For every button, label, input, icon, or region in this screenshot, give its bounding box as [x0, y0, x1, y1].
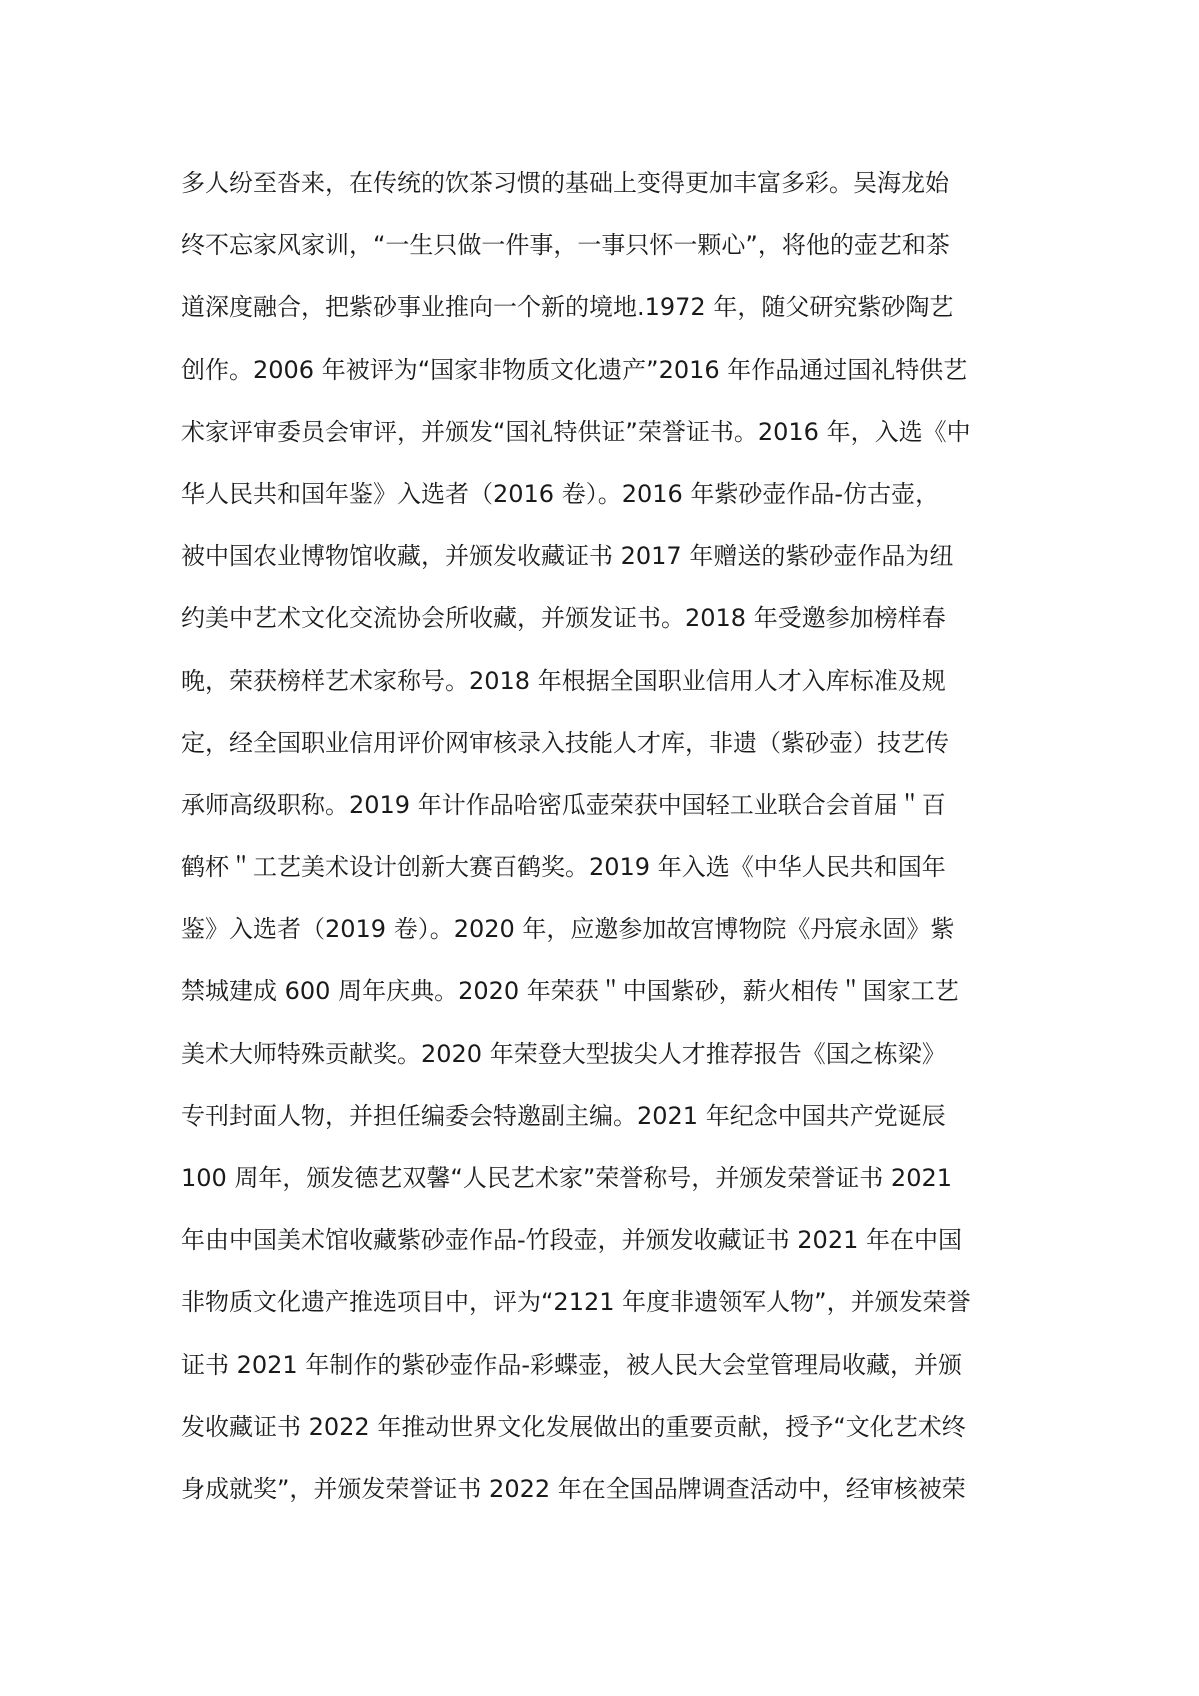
text-line-5: 术家评审委员会审评，并颁发“国礼特供证”荣誉证书。2016 年，入选《中: [181, 417, 971, 446]
text-line-19: 非物质文化遗产推选项目中，评为“2121 年度非遗领军人物”，并颁发荣誉: [181, 1288, 971, 1317]
text-line-16: 专刊封面人物，并担任编委会特邀副主编。2021 年纪念中国共产党诞辰: [181, 1101, 946, 1130]
text-line-1: 多人纷至沓来，在传统的饮茶习惯的基础上变得更加丰富多彩。吴海龙始: [181, 169, 949, 197]
text-line-18: 年由中国美术馆收藏紫砂壶作品-竹段壶，并颁发收藏证书 2021 年在中国: [181, 1226, 962, 1255]
text-line-3: 道深度融合，把紫砂事业推向一个新的境地.1972 年，随父研究紫砂陶艺: [181, 293, 954, 322]
body-text: [181, 152, 1041, 1520]
text-line-14: 禁城建成 600 周年庆典。2020 年荣获＂中国紫砂，薪火相传＂国家工艺: [181, 977, 959, 1006]
text-line-15: 美术大师特殊贡献奖。2020 年荣登大型拔尖人才推荐报告《国之栋梁》: [181, 1039, 946, 1068]
text-line-4: 创作。2006 年被评为“国家非物质文化遗产”2016 年作品通过国礼特供艺: [181, 355, 968, 384]
text-line-6: 华人民共和国年鉴》入选者（2016 卷）。2016 年紫砂壶作品-仿古壶，: [181, 479, 940, 508]
text-line-10: 定，经全国职业信用评价网审核录入技能人才库，非遗（紫砂壶）技艺传: [181, 728, 949, 757]
text-line-13: 鉴》入选者（2019 卷）。2020 年，应邀参加故宫博物院《丹宸永固》紫: [181, 915, 955, 944]
text-line-8: 约美中艺术文化交流协会所收藏，并颁发证书。2018 年受邀参加榜样春: [181, 604, 946, 633]
text-line-7: 被中国农业博物馆收藏，并颁发收藏证书 2017 年赠送的紫砂壶作品为纽: [181, 542, 954, 571]
text-line-2: 终不忘家风家训，“一生只做一件事，一事只怀一颗心”，将他的壶艺和茶: [181, 231, 950, 260]
text-line-20: 证书 2021 年制作的紫砂壶作品-彩蝶壶，被人民大会堂管理局收藏，并颁: [181, 1350, 962, 1379]
text-line-17: 100 周年，颁发德艺双馨“人民艺术家”荣誉称号，并颁发荣誉证书 2021: [181, 1164, 953, 1192]
text-line-21: 发收藏证书 2022 年推动世界文化发展做出的重要贡献，授予“文化艺术终: [181, 1412, 966, 1441]
text-line-22: 身成就奖”，并颁发荣誉证书 2022 年在全国品牌调查活动中，经审核被荣: [181, 1474, 966, 1503]
text-line-11: 承师高级职称。2019 年计作品哈密瓜壶荣获中国轻工业联合会首届＂百: [181, 790, 946, 819]
text-line-9: 晚，荣获榜样艺术家称号。2018 年根据全国职业信用人才入库标准及规: [181, 666, 946, 695]
text-line-12: 鹤杯＂工艺美术设计创新大赛百鹤奖。2019 年入选《中华人民共和国年: [181, 853, 946, 882]
